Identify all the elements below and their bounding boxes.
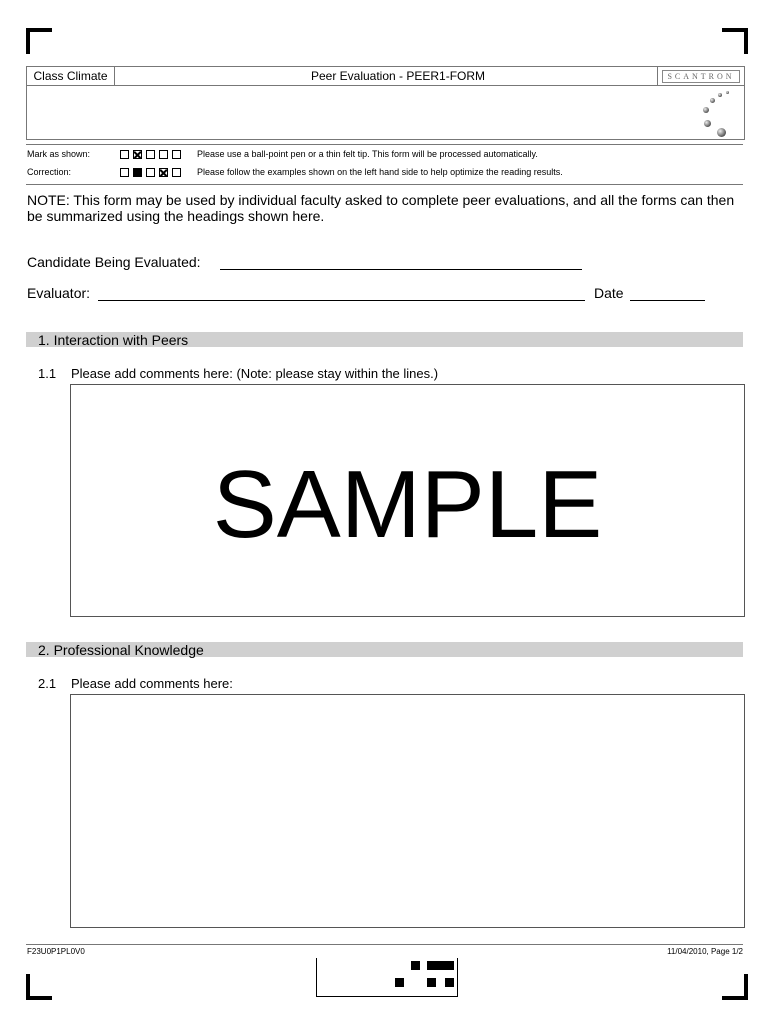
marked-box-icon	[133, 150, 142, 159]
date-page: 11/04/2010, Page 1/2	[667, 947, 743, 956]
form-header	[26, 66, 745, 140]
empty-box-icon	[172, 168, 181, 177]
correction-example-boxes	[120, 168, 181, 177]
empty-box-icon	[172, 150, 181, 159]
empty-box-icon	[146, 150, 155, 159]
corner-mark-top-right	[722, 28, 748, 54]
question-number: 2.1	[38, 676, 57, 691]
empty-box-icon	[120, 150, 129, 159]
section-interaction-with-peers	[26, 332, 743, 347]
date-line[interactable]	[630, 300, 705, 301]
question-text: Please add comments here:	[71, 676, 233, 691]
filled-box-icon	[133, 168, 142, 177]
evaluator-label: Evaluator:	[27, 285, 91, 301]
divider	[26, 184, 743, 185]
mark-instruction: Please use a ball-point pen or a thin felt tip. This form will be processed automatically.	[197, 149, 538, 159]
header-row	[27, 67, 744, 86]
sample-watermark: SAMPLE	[212, 451, 603, 558]
logo-text: SCANTRON	[662, 70, 739, 83]
marked-box-icon	[159, 168, 168, 177]
empty-box-icon	[146, 168, 155, 177]
form-code: F23U0P1PL0V0	[27, 947, 85, 956]
question-number: 1.1	[38, 366, 57, 381]
form-title: Peer Evaluation - PEER1-FORM	[310, 69, 486, 83]
question-text: Please add comments here: (Note: please stay within the lines.)	[71, 366, 439, 381]
form-note: NOTE: This form may be used by individual faculty asked to complete peer evaluations, and all the forms can then be summarized using the headings shown here.	[27, 192, 735, 224]
corner-mark-bottom-right	[722, 974, 748, 1000]
mark-as-shown-label: Mark as shown:	[27, 149, 91, 159]
correction-instruction: Please follow the examples shown on the left hand side to help optimize the reading results.	[197, 167, 563, 177]
section-title: 2. Professional Knowledge	[38, 642, 204, 658]
correction-label: Correction:	[27, 167, 72, 177]
empty-box-icon	[120, 168, 129, 177]
candidate-line[interactable]	[220, 269, 582, 270]
mark-example-boxes	[120, 150, 181, 159]
empty-box-icon	[159, 150, 168, 159]
comment-box-1-1[interactable]	[70, 384, 745, 617]
comment-box-2-1[interactable]	[70, 694, 745, 928]
section-title: 1. Interaction with Peers	[38, 332, 189, 348]
class-climate-label: Class Climate	[27, 67, 115, 85]
candidate-label: Candidate Being Evaluated:	[27, 254, 201, 270]
divider	[26, 944, 743, 945]
divider	[26, 144, 743, 145]
scan-code-icon	[316, 958, 458, 997]
section-professional-knowledge	[26, 642, 743, 657]
evaluator-line[interactable]	[98, 300, 585, 301]
scantron-logo	[657, 67, 744, 85]
corner-mark-top-left	[26, 28, 52, 54]
date-label: Date	[594, 285, 624, 301]
corner-mark-bottom-left	[26, 974, 52, 1000]
